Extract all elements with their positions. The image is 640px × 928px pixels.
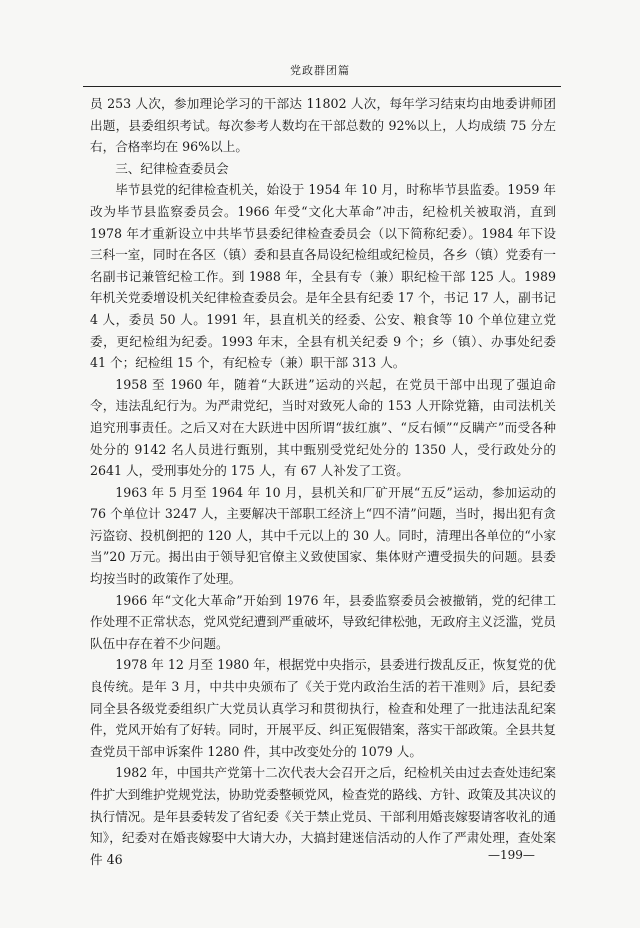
paragraph: 1958 至 1960 年，随着“大跃进”运动的兴起，在党员干部中出现了强迫命令，违法乱纪行为。为严肃党纪，当时对致死人命的 153 人开除党籍，由司法机关追究刑事责任。之后又对在大跃进中因所谓“拔红旗”、“反右倾”“反瞒产”而受各种处分的 9142 名人员进行甄别，其中甄别受党纪处分的 1350 人，受行政处分的 2641 人，受刑事处分的 175 人，有 67 人补发了工资。 <box>90 376 556 479</box>
body-text <box>90 93 556 870</box>
page-number: —199— <box>488 848 535 862</box>
section-heading: 三、纪律检查委员会 <box>115 160 229 176</box>
paragraph-continuation: 员 253 人次，参加理论学习的干部达 11802 人次，每年学习结束均由地委讲师团出题，县委组织考试。每次参考人数均在干部总数的 92%以上，人均成绩 75 分左右，合格率均在 96%以上。 <box>90 96 556 155</box>
paragraph: 1966 年“文化大革命”开始到 1976 年，县委监察委员会被撤销，党的纪律工作处理不正常状态，党风党纪遭到严重破坏，导致纪律松弛，无政府主义泛滥，党员队伍中存在着不少问题。 <box>90 592 556 651</box>
page-header: 党政群团篇 <box>290 64 350 77</box>
paragraph: 1978 年 12 月至 1980 年，根据党中央指示，县委进行拨乱反正，恢复党的优良传统。是年 3 月，中共中央颁布了《关于党内政治生活的若干准则》后，县纪委同全县各级党委组织广大党员认真学习和贯彻执行，检查和处理了一批违法乱纪案件，党风开始有了好转。同时，开展平反、纠正冤假错案，落实干部政策。全县共复查党员干部申诉案件 1280 件，其中改变处分的 1079 人。 <box>90 657 556 759</box>
paragraph: 毕节县党的纪律检查机关，始设于 1954 年 10 月，时称毕节县监委。1959 年改为毕节县监察委员会。1966 年受“文化大革命”冲击，纪检机关被取消，直到 1978 年才重新设立中共毕节县委纪律检查委员会（以下简称纪委）。1984 年下设三科一室，同时在各区（镇）委和县直各局设纪检组或纪检员，各乡（镇）党委有一名副书记兼管纪检工作。到 1988 年，全县有专（兼）职纪检干部 125 人。1989 年机关党委增设机关纪律检查委员会。是年全县有纪委 17 个，书记 17 人，副书记 4 人，委员 50 人。1991 年，县直机关的经委、公安、粮食等 10 个单位建立党委，更纪检组为纪委。1993 年末，全县有机关纪委 9 个；乡（镇）、办事处纪委 41 个；纪检组 15 个，有纪检专（兼）职干部 313 人。 <box>90 182 556 371</box>
header-rule <box>83 86 561 87</box>
paragraph: 1982 年，中国共产党第十二次代表大会召开之后，纪检机关由过去查处违纪案件扩大到维护党规党法，协助党委整顿党风，检查党的路线、方针、政策及其决议的执行情况。是年县委转发了省纪委《关于禁止党员、干部利用婚丧嫁娶请客收礼的通知》，纪委对在婚丧嫁娶中大请大办，大搞封建迷信活动的人作了严肃处理，查处案件 46 <box>90 765 556 867</box>
paragraph: 1963 年 5 月至 1964 年 10 月，县机关和厂矿开展“五反”运动，参加运动的 76 个单位计 3247 人，主要解决干部职工经济上“四不清”问题，当时，揭出犯有贪污盗窃、投机倒把的 120 人，其中千元以上的 30 人。同时，清理出各单位的“小家当”20 万元。揭出由于领导犯官僚主义致使国家、集体财产遭受损失的问题。县委均按当时的政策作了处理。 <box>90 484 556 587</box>
